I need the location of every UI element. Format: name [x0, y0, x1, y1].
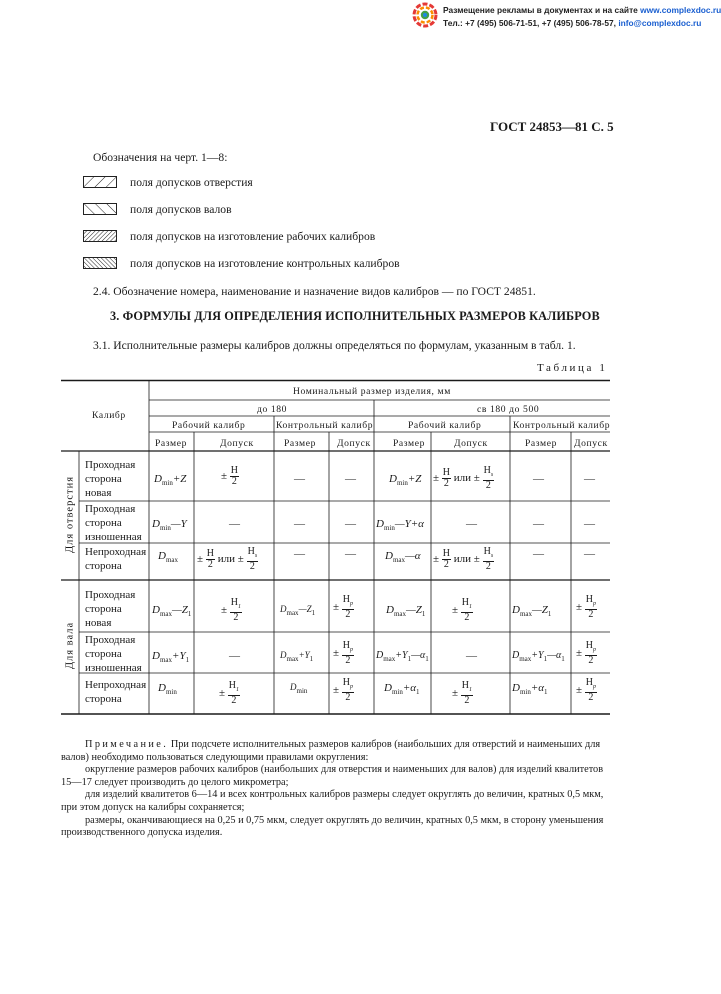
cell: ± $\frac{H_p}{2}$: [333, 640, 354, 666]
col-tol-4: Допуск: [574, 438, 608, 449]
cell: ± $\frac{H}{2}$: [221, 465, 239, 487]
col-working-1: Рабочий калибр: [172, 420, 246, 431]
cell: —: [533, 518, 544, 530]
paragraph-3-1: 3.1. Исполнительные размеры калибров должны определяться по формулам, указанным в табл. 1.: [93, 339, 576, 352]
col-tol-1: Допуск: [220, 438, 254, 449]
cell: $D_{min}+\alpha_1$: [512, 682, 548, 697]
cell: $D_{max}+Y_1$: [280, 650, 314, 663]
cell: —: [294, 548, 305, 560]
col-control-1: Контрольный калибр: [276, 420, 374, 431]
cell: $D_{min}—Y$: [152, 518, 187, 533]
col-kalibr: Калибр: [92, 410, 126, 421]
note-p1: При подсчете исполнительных размеров калибров (наибольших для отверстий и наименьших для валов) необходимо пользоваться следующими правилами округления:: [61, 739, 601, 763]
cell: ± $\frac{H_1}{2}$: [452, 680, 473, 706]
cell: —: [584, 548, 595, 560]
cell: —: [466, 518, 477, 530]
cell: —: [584, 473, 595, 485]
cell: $D_{max}—Z_1$: [512, 604, 552, 619]
cell: $D_{max}+Y_1$: [152, 650, 190, 665]
ad-line-2: Тел.: +7 (495) 506-71-51, +7 (495) 506-78-57, info@complexdoc.ru: [443, 18, 702, 28]
ad-email-link[interactable]: info@complexdoc.ru: [618, 18, 702, 28]
note-title: Примечание.: [85, 739, 169, 750]
cell: ± $\frac{H_1}{2}$: [452, 597, 473, 623]
cell: ± $\frac{H_p}{2}$: [333, 677, 354, 703]
cell: —: [533, 548, 544, 560]
ad-banner: [412, 2, 721, 30]
row-hole-go: Проходная сторона новая: [85, 459, 136, 499]
ad-line-1: Размещение рекламы в документах и на сайте www.complexdoc.ru: [443, 5, 721, 15]
ad-site-link[interactable]: www.complexdoc.ru: [640, 5, 721, 15]
cell: $D_{max}—Z_1$: [280, 604, 316, 617]
group-shaft: Для вала: [64, 621, 76, 670]
col-control-2: Контрольный калибр: [513, 420, 611, 431]
section-3-title: 3. ФОРМУЛЫ ДЛЯ ОПРЕДЕЛЕНИЯ ИСПОЛНИТЕЛЬНЫХ РАЗМЕРОВ КАЛИБРОВ: [110, 309, 600, 323]
working-gauge-hatch-icon: [83, 230, 117, 242]
cell: —: [229, 650, 240, 662]
col-tol-2: Допуск: [337, 438, 371, 449]
cell: —: [345, 518, 356, 530]
col-size-4: Размер: [525, 438, 557, 449]
cell: —: [294, 518, 305, 530]
cell: ± $\frac{H}{2}$ или ± $\frac{H_s}{2}$: [433, 546, 494, 572]
table-caption: Таблица 1: [537, 362, 608, 374]
cell: —: [533, 473, 544, 485]
table-1: [61, 380, 610, 715]
note-block: [61, 739, 611, 840]
cell: —: [229, 518, 240, 530]
cell: ± $\frac{H}{2}$ или ± $\frac{H_s}{2}$: [433, 465, 494, 491]
cell: ± $\frac{H_p}{2}$: [333, 594, 354, 620]
cell: $D_{min}$: [158, 682, 177, 697]
cell: $D_{max}+Y_1—\alpha_1$: [512, 650, 565, 663]
shaft-tolerance-hatch-icon: [83, 203, 117, 215]
cell: ± $\frac{H_1}{2}$: [219, 680, 240, 706]
cell: $D_{min}+Z$: [154, 473, 187, 488]
cell: —: [584, 518, 595, 530]
cell: $D_{max}$: [158, 550, 179, 565]
row-shaft-nogo: Непроходная сторона: [85, 679, 147, 705]
cell: $D_{min}+\alpha_1$: [384, 682, 420, 697]
cell: —: [294, 473, 305, 485]
note-p4: размеры, оканчивающиеся на 0,25 и 0,75 мкм, следует округлять до величин, кратных 0,5 мкм, в сторону уменьшения производственного допуска изделия.: [61, 814, 604, 839]
cell: —: [345, 473, 356, 485]
row-hole-nogo: Непроходная сторона: [85, 546, 147, 572]
cell: $D_{min}$: [290, 682, 308, 695]
cell: ± $\frac{H_p}{2}$: [576, 594, 597, 620]
col-nominal: Номинальный размер изделия, мм: [293, 386, 451, 397]
paragraph-2-4: 2.4. Обозначение номера, наименование и назначение видов калибров — по ГОСТ 24851.: [93, 285, 536, 298]
cell: —: [345, 548, 356, 560]
note-p2: округление размеров рабочих калибров (наибольших для отверстия и наименьших для валов) для изделий квалитетов 15—17 следует производить до целого микрометра;: [61, 764, 604, 788]
cell: ± $\frac{H_p}{2}$: [576, 677, 597, 703]
cell: $D_{max}+Y_1—\alpha_1$: [376, 650, 429, 663]
col-size-1: Размер: [155, 438, 187, 449]
col-tol-3: Допуск: [454, 438, 488, 449]
cell: $D_{min}+Z$: [389, 473, 422, 488]
col-size-3: Размер: [393, 438, 425, 449]
cell: $D_{max}—Z_1$: [152, 604, 192, 619]
legend-intro: Обозначения на черт. 1—8:: [93, 151, 228, 164]
cell: ± $\frac{H}{2}$ или ± $\frac{H_s}{2}$: [197, 546, 258, 572]
col-working-2: Рабочий калибр: [408, 420, 482, 431]
cell: ± $\frac{H_p}{2}$: [576, 640, 597, 666]
group-hole: Для отверстия: [64, 475, 76, 554]
note-p3: для изделий квалитетов 6—14 и всех контрольных калибров размеры следует округлять до величин, кратных 0,5 мкм, при этом допуск на калибры сохраняется;: [61, 789, 604, 813]
col-over-180: св 180 до 500: [477, 404, 540, 415]
row-shaft-go: Проходная сторона новая: [85, 589, 136, 629]
control-gauge-hatch-icon: [83, 257, 117, 269]
cell: $D_{min}—Y+\alpha$: [376, 518, 424, 533]
cell: —: [466, 650, 477, 662]
cell: $D_{max}—\alpha$: [385, 550, 421, 565]
page-header: ГОСТ 24853—81 С. 5: [490, 119, 614, 134]
cell: $D_{max}—Z_1$: [386, 604, 426, 619]
row-hole-go-worn: Проходная сторона изношенная: [85, 503, 142, 543]
hole-tolerance-hatch-icon: [83, 176, 117, 188]
col-up-to-180: до 180: [257, 404, 288, 415]
cell: ± $\frac{H_1}{2}$: [221, 597, 242, 623]
complexdoc-logo-icon: [412, 2, 438, 28]
col-size-2: Размер: [284, 438, 316, 449]
row-shaft-go-worn: Проходная сторона изношенная: [85, 634, 142, 674]
